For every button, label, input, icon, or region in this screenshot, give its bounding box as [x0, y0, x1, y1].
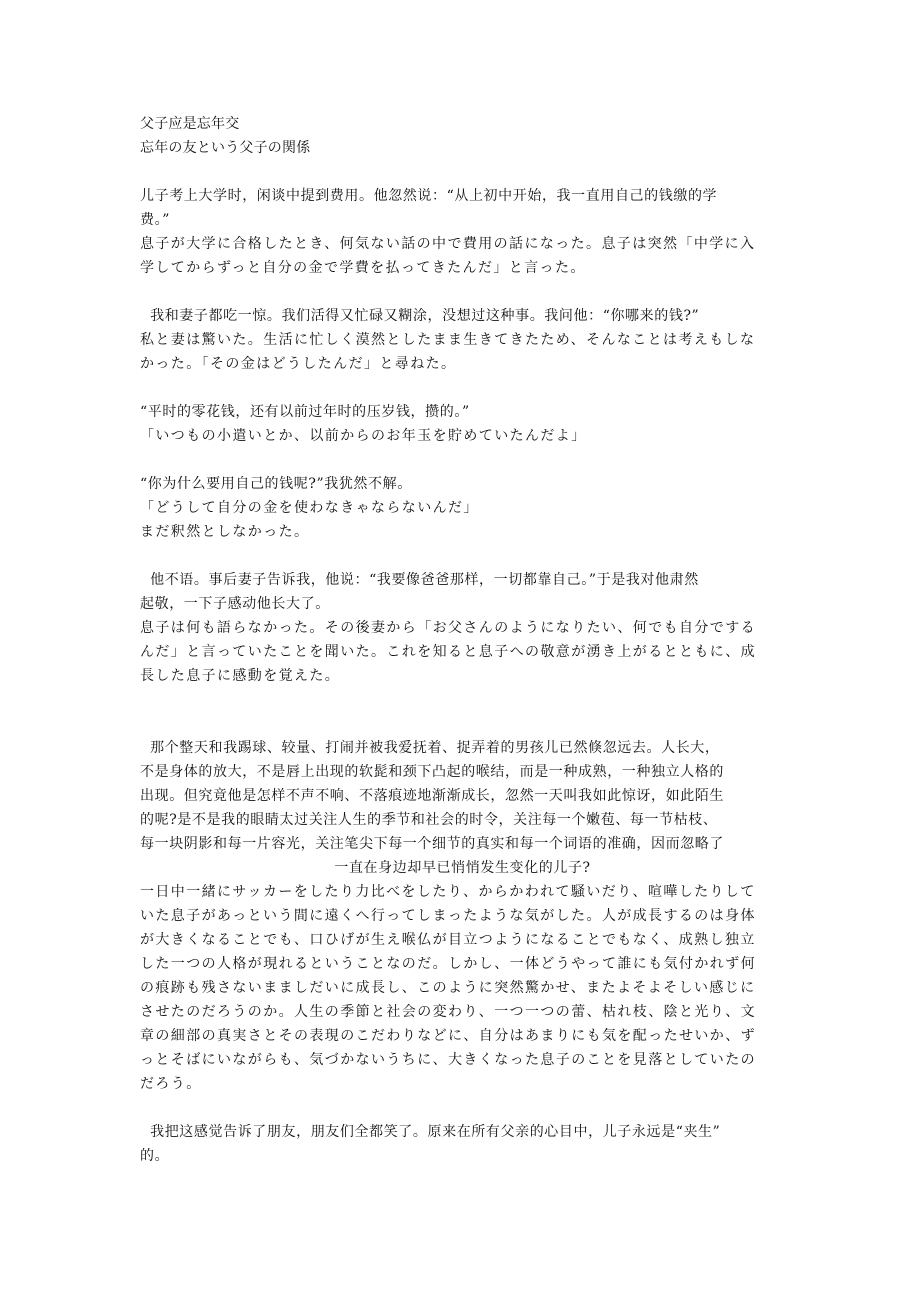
- paragraph-6-ja-line-7: 章の細部の真実さとその表現のこだわりなどに、自分はあまりにも気を配ったせいか、ず: [140, 1028, 756, 1044]
- paragraph-7-zh-line-1: 我把这感觉告诉了朋友，朋友们全都笑了。原来在所有父亲的心目中，儿子永远是“夹生”: [140, 1124, 721, 1140]
- document-page: [140, 112, 785, 1168]
- paragraph-2-ja-line-1: 私と妻は驚いた。生活に忙しく漠然としたまま生きてきたため、そんなことは考えもしな: [140, 332, 756, 348]
- paragraph-6-ja-line-4: した一つの人格が現れるということなのだ。しかし、一体どうやって誰にも気付かれず何: [140, 956, 756, 972]
- title-japanese: 忘年の友という父子の関係: [140, 140, 311, 156]
- paragraph-6-ja-line-8: っとそばにいながらも、気づかないうちに、大きくなった息子のことを見落としていたの: [140, 1052, 756, 1068]
- paragraph-4-zh-line-1: “你为什么要用自己的钱呢?”我犹然不解。: [140, 476, 412, 492]
- paragraph-2-zh-line-1: 我和妻子都吃一惊。我们活得又忙碌又糊涂，没想过这种事。我问他：“你哪来的钱?”: [140, 308, 700, 324]
- paragraph-1-ja-line-1: 息子が大学に合格したとき、何気ない話の中で費用の話になった。息子は突然「中学に入: [140, 236, 756, 252]
- paragraph-1-zh-line-2: 费。”: [140, 212, 170, 228]
- paragraph-5-zh-line-2: 起敬，一下子感动他长大了。: [140, 596, 330, 612]
- paragraph-6-zh-line-4: 的呢?是不是我的眼睛太过关注人生的季节和社会的时令，关注每一个嫩苞、每一节枯枝、: [140, 812, 718, 828]
- paragraph-1-ja-line-2: 学してからずっと自分の金で学費を払ってきたんだ」と言った。: [140, 260, 586, 276]
- paragraph-6-ja-line-3: が大きくなることでも、口ひげが生え喉仏が目立つようになることでもなく、成熟し独立: [140, 932, 756, 948]
- paragraph-6-ja-line-5: の痕跡も残さないまましだいに成長し、このように突然驚かせ、またよそよそしい感じに: [140, 980, 756, 996]
- paragraph-3-ja-line-1: 「いつもの小遣いとか、以前からのお年玉を貯めていたんだよ」: [140, 428, 587, 444]
- paragraph-5-zh-line-1: 他不语。事后妻子告诉我，他说：“我要像爸爸那样，一切都靠自己。”于是我对他肃然: [140, 572, 699, 588]
- paragraph-6-ja-line-6: させたのだろうのか。人生の季節と社会の変わり、一つ一つの蕾、枯れ枝、陰と光り、文: [140, 1004, 756, 1020]
- paragraph-3-zh-line-1: “平时的零花钱，还有以前过年时的压岁钱，攒的。”: [140, 404, 470, 420]
- paragraph-1-zh-line-1: 儿子考上大学时，闲谈中提到费用。他忽然说：“从上初中开始，我一直用自己的钱缴的学: [140, 188, 718, 204]
- paragraph-2-ja-line-2: かった。「その金はどうしたんだ」と尋ねた。: [140, 356, 457, 372]
- paragraph-6-zh-line-1: 那个整天和我踢球、较量、打闹并被我爱抚着、捉弄着的男孩儿已然倏忽远去。人长大，: [140, 740, 720, 756]
- paragraph-4-ja-line-1: 「どうして自分の金を使わなきゃならないんだ」: [140, 500, 479, 516]
- paragraph-5-ja-line-3: 長した息子に感動を覚えた。: [140, 668, 341, 684]
- paragraph-6-ja-line-2: いた息子があっという間に遠くへ行ってしまったような気がした。人が成長するのは身体: [140, 908, 756, 924]
- paragraph-6-zh-line-2: 不是身体的放大，不是唇上出现的软髭和颈下凸起的喉结，而是一种成熟，一种独立人格的: [140, 764, 724, 780]
- paragraph-6-ja-line-1: 一日中一緒にサッカーをしたり力比べをしたり、からかわれて騒いだり、喧嘩したりして: [140, 884, 756, 900]
- paragraph-6-zh-line-5: 每一块阴影和每一片容光，关注笔尖下每一个细节的真实和每一个词语的准确，因而忽略了: [140, 836, 724, 852]
- paragraph-4-ja-line-2: まだ釈然としなかった。: [140, 524, 310, 540]
- paragraph-7-zh-line-2: 的。: [140, 1148, 170, 1164]
- paragraph-6-zh-line-3: 出现。但究竟他是怎样不声不响、不落痕迹地渐渐成长，忽然一天叫我如此惊讶，如此陌生: [140, 788, 724, 804]
- paragraph-5-ja-line-2: んだ」と言っていたことを聞いた。これを知ると息子への敬意が湧き上がるとともに、成: [140, 644, 756, 660]
- title-chinese: 父子应是忘年交: [140, 116, 240, 132]
- paragraph-5-ja-line-1: 息子は何も語らなかった。その後妻から「お父さんのようになりたい、何でも自分でする: [140, 620, 756, 636]
- paragraph-6-zh-line-6: 一直在身边却早已悄悄发生变化的儿子?: [334, 860, 591, 876]
- paragraph-6-ja-line-9: だろう。: [140, 1076, 202, 1092]
